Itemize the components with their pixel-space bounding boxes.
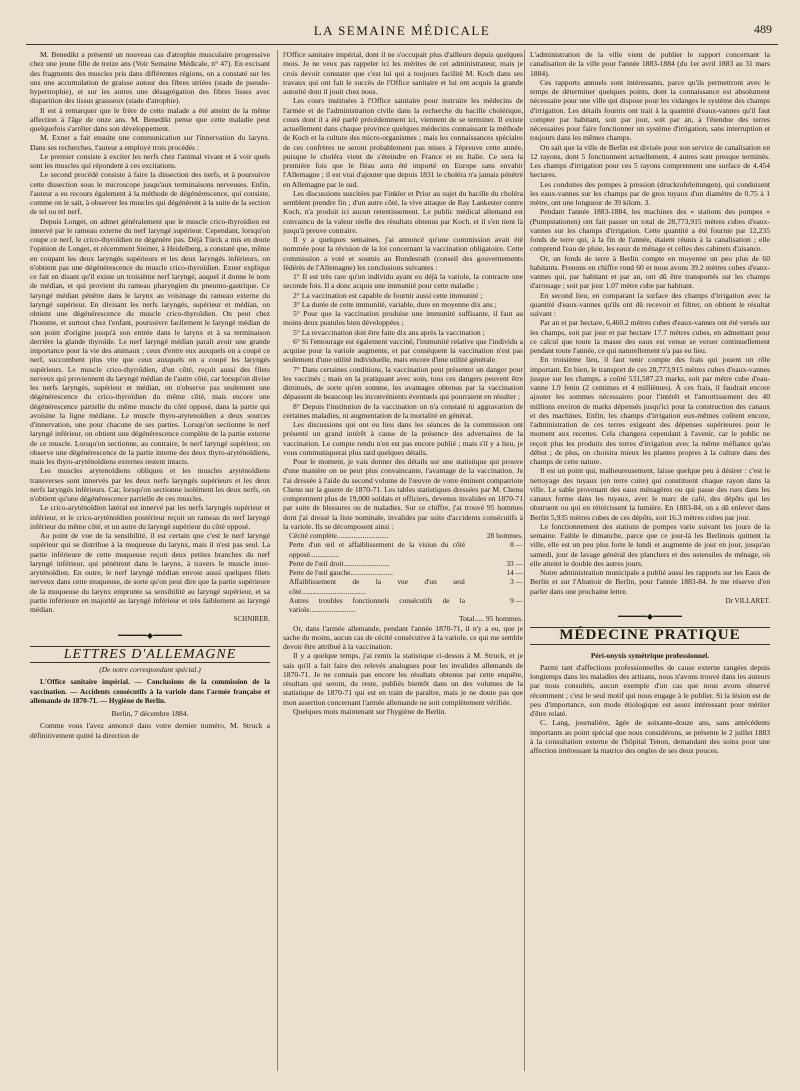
paragraph: Les conduites des pompes à pression (druckrohrleitungen), qui conduisent les eaux-vannes sur les champs par de gros tuyaux d'un diamètre de 0.75 à 1 mètre, ont une longueur de 39 kilom. 3. [530, 179, 770, 207]
author-signature: Dr VILLARET. [725, 596, 770, 605]
paragraph: 1° Il est très rare qu'un individu ayant eu déjà la variole, la contracte une seconde fois. Il a donc acquis une immunité pour cette maladie ; [283, 272, 523, 291]
paragraph: Par an et par hectare, 6,460.2 mètres cubes d'eaux-vannes ont été versés sur les champs, soit par jour et par hectare 17.7 mètres cubes, en admettant pour ce calcul que toute la masse des eaux est venue se verser continuellement pendant toute l'année, ce qui naturellement n'a pas eu lieu. [530, 318, 770, 355]
paragraph: Or, dans l'armée allemande, pendant l'année 1870-71, il n'y a eu, que je sache du moins, aucun cas de cécité consécutive à la variole, ce qui me semble devoir être attribué à la vaccination. [283, 623, 523, 651]
section-title: MÉDECINE PRATIQUE [530, 627, 770, 644]
paragraph: Comme vous l'avez annoncé dans votre dernier numéro, M. Struck a définitivement quitté la direction de [30, 721, 270, 740]
list-item: Perte d'un œil et affaiblissement de la vision du côté opposé................ 8 — [289, 540, 523, 559]
journal-title: LA SEMAINE MÉDICALE [313, 23, 491, 38]
paragraph: Or, un fonds de terre à Berlin compte en moyenne un peu plus de 60 habitants. Prenons en chiffre rond 60 et nous avons 39.2 mètres cubes d'eaux-vannes qui, par habitant et par an, ont dû être transportés sur les champs d'arrosage ; soit par jour 1.07 mètre cube par habitant. [530, 253, 770, 291]
list-item: Autres troubles fonctionnels consécutifs de la variole......................... 9 — [289, 595, 523, 614]
paragraph: Les muscles arytenoïdiens obliques et les muscles aryténoïdiens transverses sont innervés par les deux nerfs laryngés supérieurs et les deux nerfs laryngés inférieurs. Car, lorsqu'on sectionne isolément les deux nerfs, on n'obtient qu'une dégénérescence partielle de ces muscles. [30, 466, 270, 503]
page-header [26, 18, 778, 44]
paragraph: Les cours instituées à l'Office sanitaire pour instruire les médecins de l'armée et de l'administration civile dans la recherche du bacille cholérique, cours dont il a été parlé précédemment ici, viennent de se terminer. Il existe actuellement dans chaque province quelques médecins connaissant la méthode de Koch et la culture des micro-organismes ; mais les connaissances spéciales de ces confrères ne seront probablement pas mises à l'épreuve cette année, puisque le choléra vient de s'éteindre en France et en Italie. Ce sera la première fois que le fléau aura été importé en Europe sans envahir l'Allemagne ; il est vrai d'ajouter que depuis 1831 le choléra n'a jamais pénétré en Allemagne par le sud. [283, 96, 523, 189]
paragraph: 2° La vaccination est capable de fournir aussi cette immunité ; [293, 290, 483, 300]
list-total: Total..... 95 hommes. [458, 614, 523, 624]
separator-ornament: ━━━━━━◆━━━━━━ [618, 612, 682, 621]
paragraph: L'administration de la ville vient de publier le rapport concernant la canalisation de la ville pour l'année 1883-1884 (du 1er avril 1883 au 31 mars 1884). [530, 50, 770, 78]
author-signature: SCHNIRER. [233, 615, 270, 624]
list-item: Cécité complète............................ 28 hommes. [289, 531, 523, 540]
paragraph: Pour le moment, je vais donner des détails sur une statistique qui prouve d'une manière on ne peut plus convaincante, l'avantage de la vaccination. Je l'ai dressée à l'aide du second volume de l'œuvre de votre éminent compatriote Chenu sur la guerre de 1870-71. Les tables statistiques dressées par M. Chenu comprennent plus de 19,000 soldats et officiers, devenus invalides en 1870-71 par suite de blessures ou de maladies. Sur ce chiffre, j'ai trouvé 95 hommes dont j'ai dressé la liste nominale, invalides par suite d'accidents consécutifs à la variole. Ils se décomposent ainsi : [283, 457, 523, 531]
paragraph: Quelques mots maintenant sur l'hygiène de Berlin. [293, 706, 447, 716]
column-divider [524, 50, 525, 1071]
paragraph: Le crico-aryténoïdien latéral est innervé par les nerfs laryngés supérieur et inférieur, et le crico-aryténoïdien postérieur reçoit un rameau du nerf laryngé inférieur du même côté, et un autre du laryngé supérieur du côté opposé. [30, 503, 270, 531]
paragraph: 6° Si l'entourage est également vacciné, l'immunité relative que l'individu a acquise pour la variole augmente, et par conséquent la vaccination n'est pas seulement d'une utilité individuelle, mais encore d'une utilité générale. [283, 336, 523, 365]
paragraph: Ces rapports annuels sont intéressants, parce qu'ils permettront avec le temps de déterminer quelques points, dont la connaissance est absolument nécessaire pour une ville qui dispose pour les vidanges le système des champs d'irrigation. Les détails fournis ont trait à la quantité d'eaux-vannes qu'il faut compter par habitant, soit par jour, soit par an, à l'étendue des terres nécessaires pour faire fonctionner un système d'irrigation, sans interruption et toujours dans les mêmes champs. [530, 77, 770, 143]
dateline: Berlin, 7 décembre 1884. [111, 709, 189, 718]
paragraph: En troisième lieu, il faut tenir compte des frais qui jouent un rôle important. En bien, le transport de ces 28,773,915 mètres cubes d'eaux-vannes jusque sur les champs, a coûté 531,587.23 marks, soit par mètre cube d'eau-vanne 1.9 fenin (2 centimes et 4 millièmes). À ces frais, il faudrait encore ajouter les sommes nécessaires pour l'intérêt et l'amortissement des 40 millions environ de marks dépensés jusqu'ici pour la construction des canaux et des machines. Enfin, les champs d'irrigation eux-mêmes coûtent encore, l'administration de ces terres exigeant des dépenses supérieures pour le moment aux recettes. Cela changera cependant à l'avenir, car le public ne reçoit plus les produits des terres d'irrigation avec la même méfiance qu'au début ; de plus, on choisira mieux les plantes propres à la culture dans des champs de cette nature. [530, 355, 770, 466]
paragraph: Le fonctionnement des stations de pompes varie suivant les jours de la semaine. Faible le dimanche, parce que ce jour-là les Berlinois quittent la ville, elle est un peu plus forte le lundi et augmente de jour en jour, jusqu'au samedi, jour de lavage général des planchers et des ustensiles de ménage, où elle atteint le double des autres jours. [530, 521, 770, 568]
paragraph: Notre administration municipale a publié aussi les rapports sur les Eaux de Berlin et sur l'Abattoir de Berlin, pour l'année 1883-84. Je me réserve d'en parler dans une prochaine lettre. [530, 568, 770, 596]
paragraph: 3° La durée de cette immunité, variable, dure en moyenne dix ans ; [293, 299, 497, 309]
column-1 [30, 50, 270, 1081]
paragraph: Les discussions qui ont eu lieu dans les séances de la commission ont présenté un grand intérêt à cause de la présence des adversaires de la vaccination. Le compte rendu n'en est pas encore publié ; mais s'il y a lieu, je vous communiquerai plus tard quelques détails. [283, 420, 523, 457]
paragraph: 5° Pour que la vaccination produise une immunité suffisante, il faut au moins deux pustules bien développées ; [283, 309, 523, 328]
paragraph: En second lieu, en comparant la surface des champs d'irrigation avec la quantité d'eaux-vannes qu'ils ont dû recevoir et filtrer, on obtient le résultat suivant : [530, 290, 770, 318]
paragraph: Depuis Longet, on admet généralement que le muscle crico-thyroïdien est innervé par le rameau externe du nerf laryngé supérieur. Cependant, lorsqu'on coupe ce nerf, le crico-thyroïdien ne dégénère pas. Déjà Türck a mis en doute l'opinion de Longet, et récemment Steiner, à Heidelberg, a constaté que, même en coupant les deux laryngés supérieurs et les deux laryngés inférieurs, on n'obtient pas une dégénérescence du muscle crico-thyroïdien. Exner explique ce fait en disant qu'il existe un troisième nerf laryngé, auquel il donne le nom de médian, et qui provient du rameau pharyngien du pneumo-gastrique. Ce laryngé médian pénètre dans le larynx au voisinage du rameau externe du laryngé supérieur. En divisant les nerfs laryngés, supérieur et médian, on obtient une dégénérescence du muscle crico-thyroïdien. On peut chez l'homme, et surtout chez l'enfant, poursuivre facilement le laryngé médian de son point d'origine jusqu'à son entrée dans le larynx et à sa terminaison derrière la glande thyroïde. Le nerf laryngé médian paraît avoir une grande importance pour la vie des animaux ; ceux d'entre eux auxquels on a coupé ce nerf, succombent plus vite que ceux auxquels on a coupé les laryngés supérieurs. Le muscle crico-thyroïdien, d'un côté, reçoit aussi des filets nerveux qui proviennent du laryngé médian de l'autre côté, car lorsqu'on divise les nerfs laryngés, supérieur et médian, on n'observe pas seulement une dégénérescence du crico-thyroïdien du même côté, mais encore une dégénérescence partielle du même muscle du côté opposé, dans la partie qui avoisine la ligne médiane. Le muscle thyro-arytenoïdien a deux sources d'innervation, une pour chacune de ses parties. Lorsqu'on sectionne le nerf laryngé inférieur, on obtient une dégénérescence complète de la partie externe de ce muscle. Lorsqu'on sectionne, au contraire, le nerf laryngé supérieur, on observe une dégénérescence de la partie interne des deux thyro-aryténoïdiens, mais les thyro-aryténoïdiens externes restent intacts. [30, 216, 270, 466]
summary: L'Office sanitaire impérial. — Conclusions de la commission de la vaccination. — Accidents consécutifs à la variole dans l'armée française et allemande de 1870-71. — Hygiène de Berlin. [30, 678, 270, 705]
section-subtitle: (De notre correspondant spécial.) [99, 665, 201, 674]
paragraph: Parmi tant d'affections professionnelles de cause externe rangées depuis longtemps dans les maladies des artisans, nous n'avons trouvé dans les auteurs par nous consultés, aucun exemple d'un cas que nous avons observé récemment ; c'est le seul motif qui nous engage à le publier. Si la lésion est de peu d'importance, son mode étiologique est assez intéressant pour mériter d'être relaté. [530, 662, 770, 718]
page-number: 489 [754, 22, 772, 36]
paragraph: M. Benedikt a présenté un nouveau cas d'atrophie musculaire progressive chez une jeune fille de treize ans (Voir Semaine Médicale, n° 47). En excisant des fragments des muscles pris dans différentes régions, on a constaté sur les uns une accumulation de graisse autour des fibres striées (stade de pseudo-hypertrophie), et sur les autres une désagrégation des fibres lisses avec disparition des tissus graisseux (stade d'atrophie). [30, 50, 270, 106]
paragraph: Il est à remarquer que le frère de cette malade a été atteint de la même affection à l'âge de onze ans. M. Benedikt pense que cette maladie peut quelquefois s'arrêter dans son développement. [30, 105, 270, 133]
casualty-list [283, 531, 523, 614]
paragraph: Il y a quelques semaines, j'ai annoncé qu'une commission avait été nommée pour la révision de la loi concernant la vaccination obligatoire. Cette commission a voté et soumis au Bundesrath (conseil des gouvernements fédérés de l'Allemagne) les conclusions suivantes : [283, 235, 523, 272]
list-item: Perte de l'œil droit......................... 33 — [289, 558, 523, 568]
header-rule [26, 44, 778, 45]
paragraph: 7° Dans certaines conditions, la vaccination peut présenter un danger pour les vaccinés ; mais en la pratiquant avec soin, tous ces dangers peuvent être diminués, de sorte qu'en somme, les avantages obtenus par la vaccination dépassent de beaucoup les inconvénients éventuels qui pourraient en résulter ; [283, 364, 523, 402]
list-item: Affaiblissement de la vue d'un seul côté................................... 3 — [289, 577, 523, 596]
paragraph: Il est un point qui, malheureusement, laisse quelque peu à désirer : c'est le nettoyage des tuyaux (en terre cuite) qui constituent chaque rayon dans la ville. Le sable provenant des eaux ménagères ou qui passe des rues dans les canaux forme dans les tuyaux, avec le marc de café, des dépôts qui les obstruent ou qui en rétrécissent la lumière. En 1883-84, on a dû enlever dans Berlin 5,935 mètres cubes de ces dépôts, soit 16.3 mètres cubes par jour. [530, 466, 770, 522]
column-2 [283, 50, 523, 1081]
paragraph: C. Lang, journalière, âgée de soixante-douze ans, sans antécédents importants au point spécial que nous considérons, se présente le 2 juillet 1883 à la consultation externe de l'hôpital Tenon, demandant des soins pour une affection intéressant la matrice des ongles de ses deux pouces. [530, 718, 770, 755]
paragraph: Pendant l'année 1883-1884, les machines des « stations des pompes » (Pumpstationen) ont fait passer un total de 28,773,915 mètres cubes d'eaux-vannes sur les champs d'irrigation. Cette quantité a été fournie par 12,235 fonds de terre qui, à la fin de l'année, étaient réunis à la canalisation ; elle comprend l'eau de pluie, les eaux de ménage et celles des cabinets d'aisance. [530, 207, 770, 254]
separator-ornament: ━━━━━━◆━━━━━━ [118, 630, 182, 640]
paragraph: Les discussions suscitées par Finkler et Prior au sujet du bacille du choléra semblent prendre fin ; d'un autre côté, la vive attaque de Ray Lankester contre Koch, n'a produit ici aucun retentissement. Le public médical allemand est convaincu de la valeur réelle des résultats obtenus par Koch, et il s'en tient là jusqu'à preuve contraire. [283, 188, 523, 235]
list-item: Perte de l'œil gauche....................... 14 — [289, 568, 523, 577]
paragraph: l'Office sanitaire impérial, dont il ne s'occupait plus d'ailleurs depuis quelques mois. Je ne veux pas rappeler ici les mérites de cet administrateur, mais je crois devoir constater que c'est lui qui a toujours facilité M. Koch dans ses travaux qui ont fait le succès de l'Office sanitaire et lui ont acquis la grande autorité dont il jouit chez nous. [283, 50, 523, 96]
column-3 [530, 50, 770, 1081]
paragraph: Au point de vue de la sensibilité, il est certain que c'est le nerf laryngé supérieur qui se distribue à la muqueuse du larynx, mais il n'est pas seul. La partie inférieure de cette muqueuse reçoit deux petites branches du nerf laryngé inférieur, qui pénètrent dans le larynx, à travers le muscle inter-aryténoïdien. En outre, le nerf laryngé médian envoie aussi quelques filets nerveux dans cette muqueuse, de sorte qu'on peut dire que la partie supérieure de la muqueuse du larynx emprunte sa sensibilité au laryngé supérieur, et sa partie inférieure en majorité au laryngé inférieur et très faiblement au laryngé médian. [30, 531, 270, 614]
paragraph: On sait que la ville de Berlin est divisée pour son service de canalisation en 12 rayons, dont 5 fonctionnent actuellement, 4 autres sont presque terminés. Les champs d'irrigation pour ces 5 rayons comprennent une surface de 4,454 hectares. [530, 142, 770, 180]
paragraph: 5° La revaccination doit être faite dix ans après la vaccination ; [293, 327, 485, 337]
paragraph: Le second procédé consiste à faire la dissection des nerfs, et à poursuivre cette dissection sous le microscope jusqu'aux terminaisons nerveuses. Enfin, l'auteur a eu recours également à la méthode de dégénérescence, qui consiste, comme on le sait, à observer les muscles qui dégénèrent à la suite de la section de tel ou tel nerf. [30, 170, 270, 217]
section-title: LETTRES D'ALLEMAGNE [30, 646, 270, 663]
article-title: Péri-onyxis symétrique professionnel. [590, 650, 710, 660]
paragraph: M. Exner a fait ensuite une communication sur l'innervation du larynx. Dans ses recherches, l'auteur a employé trois procédés : [30, 133, 270, 152]
paragraph: Le premier consiste à exciter les nerfs chez l'animal vivant et à voir quels sont les muscles qui répondent à ces excitations. [30, 151, 270, 170]
column-divider [277, 50, 278, 1071]
paragraph: Il y a quelque temps, j'ai remis la statistique ci-dessus à M. Struck, et je sais qu'il a fait faire des relevés analogues pour les invalides allemands de 1870-71. Je ne connais pas encore les résultats obtenus par cette enquête, résultats qui seront, du reste, publiés bientôt dans un des volumes de la statistique de 1870-71 qui est en train de paraître, mais je ne doute pas que mon assertion concernant l'armée allemande ne soit complètement vérifiée. [283, 651, 523, 707]
paragraph: 8° Depuis l'institution de la vaccination on n'a constaté ni aggravation de certaines maladies, ni augmentation de la mortalité en général. [283, 401, 523, 420]
